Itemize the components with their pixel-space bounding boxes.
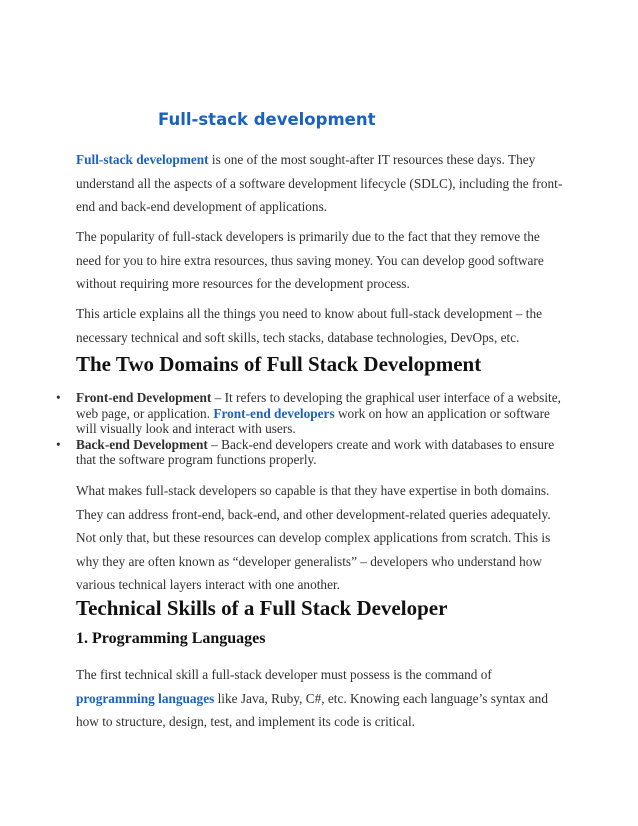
full-stack-development-link[interactable]: Full-stack development [76, 152, 209, 167]
expertise-paragraph: What makes full-stack developers so capable is that they have expertise in both domains. They can address front-end, back-end, and other development-related queries adequately. Not only that, but these resources can develop complex applications from scratch. This is why they are often known as “developer generalists” – developers who understand how various technical layers interact with one another. [76, 483, 551, 592]
intro-text: is one of the most sought-after IT resources these days. They understand all the aspects of a software development lifecycle (SDLC), including the front-end and back-end development of applications. [76, 152, 563, 214]
domains-list [56, 390, 566, 468]
back-end-text: – Back-end developers create and work with databases to ensure that the software program functions properly. [76, 436, 555, 467]
front-end-text: – It refers to developing the graphical user interface of a website, web page, or application. [76, 390, 561, 421]
programming-languages-heading: 1. Programming Languages [76, 630, 266, 647]
programming-text: The first technical skill a full-stack developer must possess is the command of [76, 667, 492, 682]
front-end-term: Front-end Development [76, 390, 212, 405]
programming-paragraph [76, 663, 566, 734]
technical-skills-heading: Technical Skills of a Full Stack Developer [76, 596, 448, 620]
two-domains-heading: The Two Domains of Full Stack Development [76, 352, 482, 376]
article-overview-paragraph: This article explains all the things you need to know about full-stack development – the necessary technical and soft skills, tech stacks, database technologies, DevOps, etc. [76, 306, 543, 345]
intro-paragraph [76, 148, 566, 219]
list-item-front-end [56, 390, 566, 437]
page-title: Full-stack development [158, 110, 376, 129]
programming-languages-link[interactable]: programming languages [76, 690, 215, 706]
bullet-icon: • [56, 390, 61, 405]
bullet-icon: • [56, 436, 61, 452]
front-end-text-cont: work on how an application or software will visually look and interact with users. [76, 405, 550, 436]
popularity-paragraph: The popularity of full-stack developers is primarily due to the fact that they remove the need for you to hire extra resources, thus saving money. You can develop good software without requiring more resources for the development process. [76, 229, 544, 291]
list-item-back-end [56, 437, 566, 468]
back-end-term: Back-end Development [76, 436, 208, 452]
front-end-developers-link[interactable]: Front-end developers [213, 405, 338, 421]
programming-text-cont: like Java, Ruby, C#, etc. Knowing each language’s syntax and how to structure, design, test, and implement its code is critical. [76, 690, 548, 729]
